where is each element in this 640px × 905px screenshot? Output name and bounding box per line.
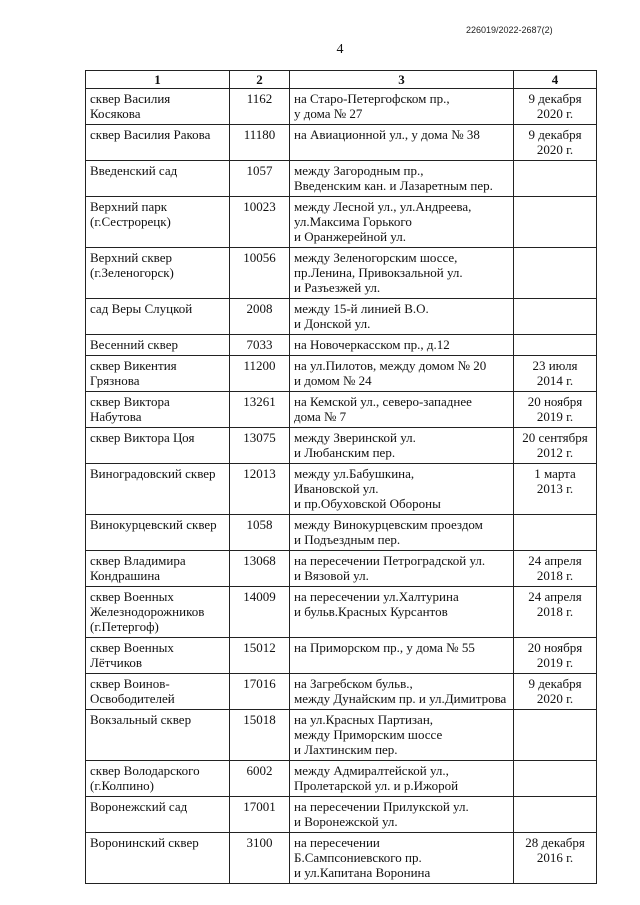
code-cell: 15012 bbox=[230, 638, 290, 674]
location-cell-line: и Подъездным пер. bbox=[294, 532, 401, 547]
name-cell-line: сквер Виктора bbox=[90, 394, 170, 409]
date-cell bbox=[514, 587, 597, 638]
date-cell-line: 20 ноября bbox=[527, 640, 583, 655]
date-cell-line: 24 апреля bbox=[528, 553, 582, 568]
table-row bbox=[86, 761, 597, 797]
table-row bbox=[86, 161, 597, 197]
date-cell bbox=[514, 356, 597, 392]
name-cell bbox=[86, 125, 230, 161]
name-cell-line: сквер Володарского bbox=[90, 763, 200, 778]
location-cell-line: ул.Максима Горького bbox=[294, 214, 412, 229]
location-cell-line: у дома № 27 bbox=[294, 106, 363, 121]
location-cell bbox=[290, 299, 514, 335]
date-cell-line: 2016 г. bbox=[536, 850, 574, 865]
code-cell: 17016 bbox=[230, 674, 290, 710]
table-row bbox=[86, 710, 597, 761]
date-cell-line: 20 сентября bbox=[522, 430, 588, 445]
name-cell bbox=[86, 587, 230, 638]
location-cell bbox=[290, 638, 514, 674]
date-cell-line: 2012 г. bbox=[536, 445, 574, 460]
name-cell-line: сквер Военных bbox=[90, 640, 174, 655]
date-cell bbox=[514, 797, 597, 833]
location-cell bbox=[290, 392, 514, 428]
code-cell: 1058 bbox=[230, 515, 290, 551]
name-cell-line: Весенний сквер bbox=[90, 337, 178, 352]
date-cell bbox=[514, 551, 597, 587]
location-cell-line: дома № 7 bbox=[294, 409, 347, 424]
location-cell-line: и Оранжерейной ул. bbox=[294, 229, 406, 244]
name-cell bbox=[86, 428, 230, 464]
location-cell-line: на пересечении bbox=[294, 835, 380, 850]
date-cell-line: 2020 г. bbox=[536, 142, 574, 157]
name-cell bbox=[86, 551, 230, 587]
location-cell-line: и Донской ул. bbox=[294, 316, 371, 331]
location-cell-line: между Дунайским пр. и ул.Димитрова bbox=[294, 691, 507, 706]
location-cell-line: между Адмиралтейской ул., bbox=[294, 763, 449, 778]
code-cell: 13075 bbox=[230, 428, 290, 464]
date-cell bbox=[514, 299, 597, 335]
table-row bbox=[86, 833, 597, 884]
location-cell-line: между 15-й линией В.О. bbox=[294, 301, 429, 316]
date-cell-line: 24 апреля bbox=[528, 589, 582, 604]
table-row bbox=[86, 797, 597, 833]
date-cell-line: 1 марта bbox=[534, 466, 576, 481]
name-cell-line: сад Веры Слуцкой bbox=[90, 301, 193, 316]
date-cell bbox=[514, 464, 597, 515]
date-cell bbox=[514, 833, 597, 884]
code-cell: 12013 bbox=[230, 464, 290, 515]
date-cell bbox=[514, 161, 597, 197]
table-row bbox=[86, 428, 597, 464]
location-cell-line: на Загребском бульв., bbox=[294, 676, 413, 691]
table-row bbox=[86, 674, 597, 710]
table-row bbox=[86, 551, 597, 587]
name-cell bbox=[86, 674, 230, 710]
code-cell: 3100 bbox=[230, 833, 290, 884]
table-header-row bbox=[86, 71, 597, 89]
location-cell bbox=[290, 335, 514, 356]
location-cell-line: между Загородным пр., bbox=[294, 163, 424, 178]
name-cell-line: Введенский сад bbox=[90, 163, 178, 178]
name-cell-line: сквер Василия Ракова bbox=[90, 127, 211, 142]
name-cell-line: Кондрашина bbox=[90, 568, 161, 583]
date-cell bbox=[514, 335, 597, 356]
location-cell bbox=[290, 551, 514, 587]
page-number: 4 bbox=[336, 42, 344, 57]
code-cell: 11180 bbox=[230, 125, 290, 161]
table-row bbox=[86, 125, 597, 161]
date-cell bbox=[514, 674, 597, 710]
name-cell-line: (г.Петергоф) bbox=[90, 619, 159, 634]
location-cell bbox=[290, 356, 514, 392]
date-cell-line: 2018 г. bbox=[536, 568, 574, 583]
location-cell-line: на ул.Пилотов, между домом № 20 bbox=[294, 358, 487, 373]
location-cell bbox=[290, 833, 514, 884]
table-row bbox=[86, 197, 597, 248]
name-cell-line: Косякова bbox=[90, 106, 141, 121]
code-cell: 17001 bbox=[230, 797, 290, 833]
code-cell: 10056 bbox=[230, 248, 290, 299]
date-cell bbox=[514, 428, 597, 464]
name-cell-line: Верхний парк bbox=[90, 199, 168, 214]
location-cell-line: Введенским кан. и Лазаретным пер. bbox=[294, 178, 493, 193]
date-cell-line: 2013 г. bbox=[536, 481, 574, 496]
name-cell bbox=[86, 356, 230, 392]
name-cell-line: Лётчиков bbox=[90, 655, 143, 670]
name-cell-line: (г.Зеленогорск) bbox=[90, 265, 174, 280]
name-cell-line: сквер Военных bbox=[90, 589, 174, 604]
code-cell: 7033 bbox=[230, 335, 290, 356]
date-cell bbox=[514, 761, 597, 797]
location-cell-line: и Лахтинским пер. bbox=[294, 742, 398, 757]
name-cell bbox=[86, 161, 230, 197]
name-cell bbox=[86, 761, 230, 797]
name-cell-line: Воронинский сквер bbox=[90, 835, 199, 850]
location-cell-line: и Разъезжей ул. bbox=[294, 280, 381, 295]
document-id: 226019/2022-2687(2) bbox=[466, 25, 553, 35]
date-cell-line: 9 декабря bbox=[528, 127, 582, 142]
location-cell bbox=[290, 197, 514, 248]
code-cell: 11200 bbox=[230, 356, 290, 392]
code-cell: 1162 bbox=[230, 89, 290, 125]
location-cell-line: между Винокурцевским проездом bbox=[294, 517, 483, 532]
location-cell bbox=[290, 125, 514, 161]
table-row bbox=[86, 248, 597, 299]
name-cell-line: сквер Виктора Цоя bbox=[90, 430, 195, 445]
name-cell bbox=[86, 515, 230, 551]
name-cell-line: Верхний сквер bbox=[90, 250, 172, 265]
location-cell-line: на пересечении ул.Халтурина bbox=[294, 589, 459, 604]
location-cell bbox=[290, 515, 514, 551]
location-cell-line: и Воронежской ул. bbox=[294, 814, 398, 829]
location-cell-line: на Новочеркасском пр., д.12 bbox=[294, 337, 450, 352]
name-cell bbox=[86, 638, 230, 674]
name-cell bbox=[86, 248, 230, 299]
location-cell-line: и ул.Капитана Воронина bbox=[294, 865, 431, 880]
name-cell bbox=[86, 464, 230, 515]
date-cell bbox=[514, 197, 597, 248]
location-cell-line: Ивановской ул. bbox=[294, 481, 379, 496]
table-row bbox=[86, 464, 597, 515]
code-cell: 15018 bbox=[230, 710, 290, 761]
table-row bbox=[86, 356, 597, 392]
date-cell-line: 2019 г. bbox=[536, 655, 574, 670]
location-cell bbox=[290, 161, 514, 197]
table-row bbox=[86, 335, 597, 356]
date-cell-line: 2019 г. bbox=[536, 409, 574, 424]
table-row bbox=[86, 638, 597, 674]
location-cell-line: на Старо-Петергофском пр., bbox=[294, 91, 450, 106]
date-cell bbox=[514, 125, 597, 161]
date-cell-line: 23 июля bbox=[532, 358, 578, 373]
code-cell: 13261 bbox=[230, 392, 290, 428]
date-cell-line: 2020 г. bbox=[536, 106, 574, 121]
name-cell bbox=[86, 299, 230, 335]
location-cell bbox=[290, 674, 514, 710]
location-cell-line: и домом № 24 bbox=[294, 373, 372, 388]
location-cell-line: между Зверинской ул. bbox=[294, 430, 416, 445]
location-cell bbox=[290, 797, 514, 833]
name-cell-line: сквер Владимира bbox=[90, 553, 186, 568]
name-cell bbox=[86, 335, 230, 356]
table-row bbox=[86, 89, 597, 125]
column-header-4: 4 bbox=[514, 71, 597, 89]
date-cell bbox=[514, 638, 597, 674]
code-cell: 2008 bbox=[230, 299, 290, 335]
table-row bbox=[86, 392, 597, 428]
name-cell bbox=[86, 710, 230, 761]
location-cell-line: на ул.Красных Партизан, bbox=[294, 712, 434, 727]
location-cell bbox=[290, 428, 514, 464]
date-cell bbox=[514, 248, 597, 299]
date-cell bbox=[514, 710, 597, 761]
location-cell-line: между Приморским шоссе bbox=[294, 727, 443, 742]
code-cell: 1057 bbox=[230, 161, 290, 197]
location-cell bbox=[290, 89, 514, 125]
location-cell bbox=[290, 587, 514, 638]
date-cell-line: 9 декабря bbox=[528, 676, 582, 691]
location-cell-line: и Любанским пер. bbox=[294, 445, 396, 460]
name-cell-line: Виноградовский сквер bbox=[90, 466, 216, 481]
location-cell-line: и Вязовой ул. bbox=[294, 568, 369, 583]
date-cell-line: 9 декабря bbox=[528, 91, 582, 106]
date-cell bbox=[514, 89, 597, 125]
name-cell-line: Винокурцевский сквер bbox=[90, 517, 217, 532]
code-cell: 14009 bbox=[230, 587, 290, 638]
name-cell-line: (г.Сестрорецк) bbox=[90, 214, 171, 229]
name-cell-line: Грязнова bbox=[90, 373, 140, 388]
name-cell bbox=[86, 197, 230, 248]
location-cell-line: между Лесной ул., ул.Андреева, bbox=[294, 199, 472, 214]
date-cell bbox=[514, 392, 597, 428]
name-cell-line: Железнодорожников bbox=[90, 604, 205, 619]
date-cell-line: 20 ноября bbox=[527, 394, 583, 409]
name-cell-line: Освободителей bbox=[90, 691, 175, 706]
location-cell-line: на Приморском пр., у дома № 55 bbox=[294, 640, 475, 655]
location-cell-line: пр.Ленина, Привокзальной ул. bbox=[294, 265, 463, 280]
location-cell bbox=[290, 248, 514, 299]
name-cell bbox=[86, 833, 230, 884]
location-cell-line: на пересечении Петроградской ул. bbox=[294, 553, 486, 568]
code-cell: 6002 bbox=[230, 761, 290, 797]
date-cell-line: 2018 г. bbox=[536, 604, 574, 619]
location-cell-line: на Авиационной ул., у дома № 38 bbox=[294, 127, 480, 142]
column-header-1: 1 bbox=[86, 71, 230, 89]
name-cell bbox=[86, 392, 230, 428]
table-row bbox=[86, 299, 597, 335]
table-row bbox=[86, 587, 597, 638]
location-cell-line: на Кемской ул., северо-западнее bbox=[294, 394, 472, 409]
date-cell-line: 2020 г. bbox=[536, 691, 574, 706]
location-cell bbox=[290, 464, 514, 515]
table-row bbox=[86, 515, 597, 551]
location-cell-line: Пролетарской ул. и р.Ижорой bbox=[294, 778, 459, 793]
name-cell bbox=[86, 797, 230, 833]
location-cell-line: и пр.Обуховской Обороны bbox=[294, 496, 441, 511]
table-body bbox=[86, 89, 597, 884]
column-header-3: 3 bbox=[290, 71, 514, 89]
gardens-registry-table bbox=[85, 70, 597, 884]
location-cell-line: Б.Сампсониевского пр. bbox=[294, 850, 422, 865]
name-cell-line: Набутова bbox=[90, 409, 142, 424]
name-cell-line: Воронежский сад bbox=[90, 799, 188, 814]
date-cell-line: 28 декабря bbox=[525, 835, 585, 850]
location-cell-line: на пересечении Прилукской ул. bbox=[294, 799, 469, 814]
name-cell-line: сквер Василия bbox=[90, 91, 171, 106]
column-header-2: 2 bbox=[230, 71, 290, 89]
date-cell-line: 2014 г. bbox=[536, 373, 574, 388]
location-cell-line: между ул.Бабушкина, bbox=[294, 466, 415, 481]
name-cell-line: сквер Воинов- bbox=[90, 676, 170, 691]
name-cell bbox=[86, 89, 230, 125]
location-cell-line: между Зеленогорским шоссе, bbox=[294, 250, 458, 265]
name-cell-line: Вокзальный сквер bbox=[90, 712, 192, 727]
location-cell bbox=[290, 710, 514, 761]
code-cell: 10023 bbox=[230, 197, 290, 248]
date-cell bbox=[514, 515, 597, 551]
name-cell-line: сквер Викентия bbox=[90, 358, 177, 373]
location-cell bbox=[290, 761, 514, 797]
code-cell: 13068 bbox=[230, 551, 290, 587]
name-cell-line: (г.Колпино) bbox=[90, 778, 154, 793]
location-cell-line: и бульв.Красных Курсантов bbox=[294, 604, 448, 619]
